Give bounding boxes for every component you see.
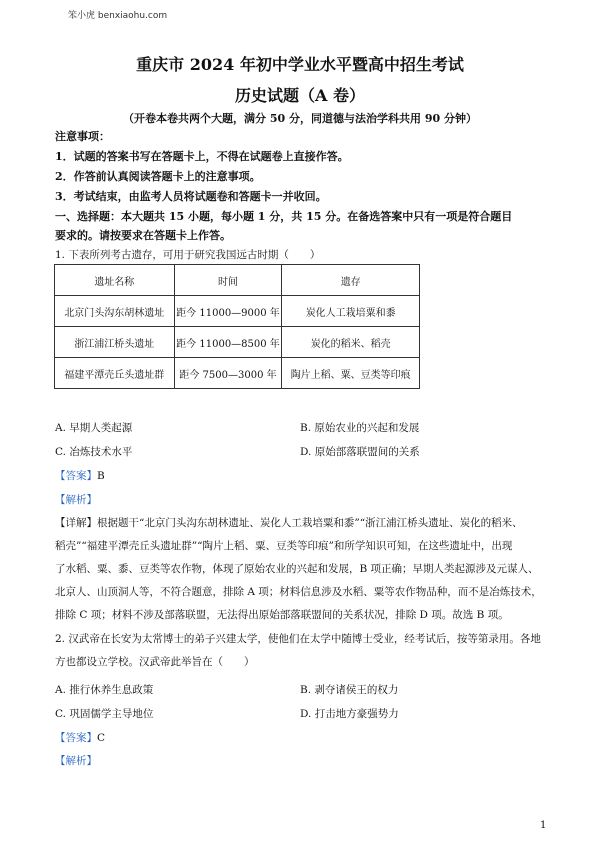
table-cell: 炭化人工栽培粟和黍 <box>282 296 420 327</box>
table-cell: 陶片上稻、粟、豆类等印痕 <box>282 358 420 389</box>
table-row <box>55 358 420 389</box>
section-heading-line1: 一、选择题：本大题共 15 小题，每小题 1 分，共 15 分。在备选答案中只有一项是符合题目 <box>55 210 513 223</box>
table-cell: 福建平潭壳丘头遗址群 <box>55 358 175 389</box>
detail-line: 【详解】根据题干“北京门头沟东胡林遗址、炭化人工栽培粟和黍”“浙江浦江桥头遗址、炭化的稻米、 <box>55 517 523 529</box>
answer-value: C <box>97 732 106 744</box>
q1-option-c: C. 冶炼技术水平 <box>55 446 133 458</box>
q1-stem: 1. 下表所列考古遗存，可用于研究我国远古时期（ ） <box>55 249 321 261</box>
detail-line: 北京人、山顶洞人等，不符合题意，排除 A 项；材料信息涉及水稻、粟等农作物品种，而不是冶炼技术， <box>55 586 542 598</box>
q2-option-b: B. 剥夺诸侯王的权力 <box>300 684 399 696</box>
table-cell: 浙江浦江桥头遗址 <box>55 327 175 358</box>
detail-line: 稻壳”“福建平潭壳丘头遗址群”“陶片上稻、粟、豆类等印痕”和所学知识可知，在这些遗址中，出现 <box>55 540 513 552</box>
table-row <box>55 327 420 358</box>
exam-title: 重庆市 2024 年初中学业水平暨高中招生考试 <box>136 55 464 74</box>
detail-line: 了水稻、粟、黍、豆类等农作物，体现了原始农业的兴起和发展，B 项正确；早期人类起源涉及元谋人、 <box>55 563 539 575</box>
table-row <box>55 296 420 327</box>
answer-label: 【答案】 <box>55 470 97 482</box>
notice-heading: 注意事项： <box>55 130 110 143</box>
table-header-row <box>55 265 420 296</box>
answer-label: 【答案】 <box>55 732 97 744</box>
table-header-cell: 时间 <box>174 265 282 296</box>
q1-answer <box>55 468 105 483</box>
notice-item-2: 2．作答前认真阅读答题卡上的注意事项。 <box>55 170 261 183</box>
table-cell: 距今 11000—9000 年 <box>174 296 282 327</box>
q1-detail <box>55 512 545 627</box>
table-header-cell: 遗存 <box>282 265 420 296</box>
table-cell: 北京门头沟东胡林遗址 <box>55 296 175 327</box>
notice-item-3: 3．考试结束，由监考人员将试题卷和答题卡一并收回。 <box>55 190 327 203</box>
q2-analysis-label: 【解析】 <box>55 755 97 767</box>
notice-item-1: 1．试题的答案书写在答题卡上，不得在试题卷上直接作答。 <box>55 150 349 163</box>
table-cell: 炭化的稻米、稻壳 <box>282 327 420 358</box>
watermark-text: 笨小虎 benxiaohu.com <box>68 11 168 21</box>
exam-subtitle: 历史试题（A 卷） <box>235 86 365 105</box>
stem-line: 2. 汉武帝在长安为太常博士的弟子兴建太学，使他们在太学中随博士受业，经考试后，按等第录用。各地 <box>55 633 541 645</box>
q1-analysis-label: 【解析】 <box>55 494 97 506</box>
detail-label: 【详解】 <box>55 517 97 529</box>
q1-option-d: D. 原始部落联盟间的关系 <box>300 446 420 458</box>
q1-option-a: A. 早期人类起源 <box>55 422 133 434</box>
stem-line: 方也都设立学校。汉武帝此举旨在（ ） <box>55 656 255 668</box>
exam-note: （开卷本卷共两个大题，满分 50 分，同道德与法治学科共用 90 分钟） <box>123 112 477 125</box>
q2-answer <box>55 730 105 745</box>
table-cell: 距今 7500—3000 年 <box>174 358 282 389</box>
table-cell: 距今 11000—8500 年 <box>174 327 282 358</box>
page-number: 1 <box>540 820 547 831</box>
section-heading-line2: 要求的。请按要求在答题卡上作答。 <box>55 229 231 242</box>
table-header-cell: 遗址名称 <box>55 265 175 296</box>
q2-option-c: C. 巩固儒学主导地位 <box>55 708 154 720</box>
q2-option-a: A. 推行休养生息政策 <box>55 684 154 696</box>
relics-table <box>54 264 420 389</box>
detail-line: 排除 C 项；材料不涉及部落联盟，无法得出原始部落联盟间的关系状况，排除 D 项。故选 B 项。 <box>55 609 509 621</box>
q2-option-d: D. 打击地方豪强势力 <box>300 708 399 720</box>
answer-value: B <box>97 470 105 482</box>
q2-stem <box>55 628 545 674</box>
q1-option-b: B. 原始农业的兴起和发展 <box>300 422 420 434</box>
